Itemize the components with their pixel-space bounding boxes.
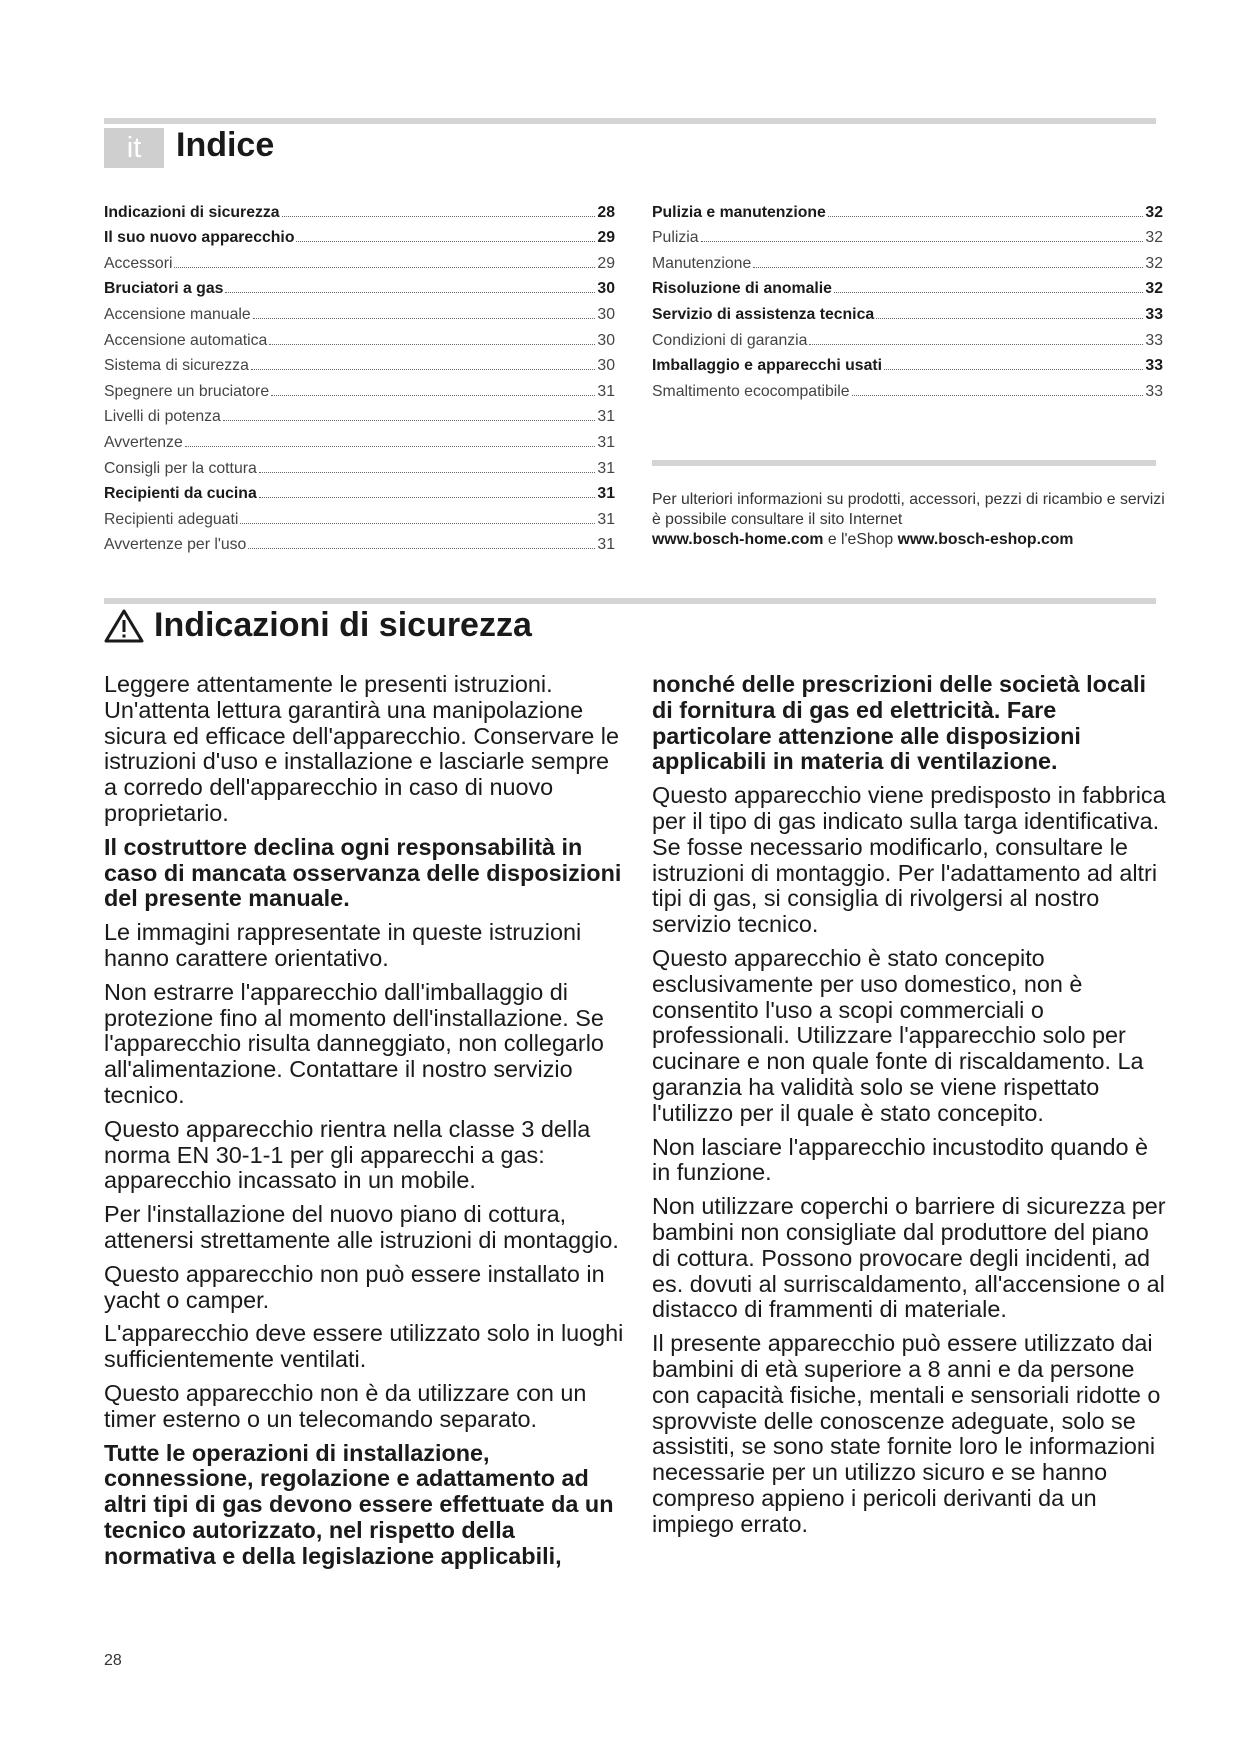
toc-leader-dots [253,318,596,319]
toc-entry[interactable] [104,196,615,222]
toc-leader-dots [251,369,596,370]
toc-leader-dots [225,292,595,293]
toc-leader-dots [809,344,1143,345]
toc-entry-label: Servizio di assistenza tecnica [652,305,875,323]
language-badge: it [104,128,164,168]
safety-paragraph: Il presente apparecchio può essere utilizzato dai bambini di età superiore a 8 anni e da persone con capacità fisiche, mentali e sensoriali ridotte o sprovviste delle conoscenze adeguate, solo se assistiti, se sono state fornite loro le informazioni necessarie per un utilizzo sicuro e se hanno compreso appieno i pericoli derivanti da un impiego errato. [652,1330,1161,1537]
section-heading [104,606,532,645]
toc-entry[interactable] [652,350,1163,376]
toc-entry[interactable] [104,298,615,324]
toc-leader-dots [271,395,595,396]
toc-entry[interactable] [652,273,1163,299]
safety-paragraph: nonché delle prescrizioni delle società locali di fornitura di gas ed elettricità. Fare particolare attenzione alle disposizioni applicabili in materia di ventilazione. [652,671,1146,775]
toc-entry[interactable] [104,401,615,427]
toc-leader-dots [269,344,595,345]
toc-entry-label: Avvertenze [104,433,183,451]
toc-entry-page: 31 [597,510,615,528]
toc-title: Indice [176,126,275,164]
toc-entry-page: 33 [1145,331,1163,349]
toc-entry-label: Indicazioni di sicurezza [104,203,280,221]
toc-leader-dots [884,369,1143,370]
toc-leader-dots [240,523,595,524]
toc-right-column [652,196,1163,401]
toc-entry[interactable] [104,273,615,299]
toc-entry-page: 30 [597,357,615,375]
toc-entry-page: 28 [597,203,615,221]
toc-entry-label: Sistema di sicurezza [104,357,249,375]
toc-entry-label: Avvertenze per l'uso [104,536,247,554]
toc-entry-page: 30 [597,331,615,349]
toc-leader-dots [753,267,1143,268]
toc-entry[interactable] [104,529,615,555]
toc-entry-page: 32 [1145,203,1163,221]
toc-leader-dots [828,216,1144,217]
toc-entry[interactable] [104,324,615,350]
info-text [652,490,1172,550]
toc-entry-page: 31 [597,459,615,477]
toc-entry-page: 32 [1145,254,1163,272]
toc-leader-dots [282,216,596,217]
toc-entry-label: Spegnere un bruciatore [104,382,270,400]
toc-entry[interactable] [652,375,1163,401]
toc-left-column [104,196,615,554]
toc-entry-page: 30 [597,280,615,298]
toc-entry-page: 31 [597,433,615,451]
safety-left-column [104,672,624,1578]
toc-entry-label: Pulizia [652,229,699,247]
toc-leader-dots [259,472,596,473]
toc-leader-dots [296,241,595,242]
toc-entry-label: Risoluzione di anomalie [652,280,832,298]
toc-leader-dots [185,446,596,447]
info-rule [652,460,1156,466]
toc-entry-label: Recipienti da cucina [104,485,257,503]
toc-entry-label: Manutenzione [652,254,752,272]
safety-paragraph: Non lasciare l'apparecchio incustodito quando è in funzione. [652,1133,1148,1186]
toc-entry-page: 31 [597,536,615,554]
safety-right-column [652,672,1172,1546]
toc-entry-label: Livelli di potenza [104,408,221,426]
safety-paragraph: Leggere attentamente le presenti istruzioni. Un'attenta lettura garantirà una manipolazione sicura ed efficace dell'apparecchio. Conservare le istruzioni d'uso e installazione e lasciarle sempre a corredo dell'apparecchio in caso di nuovo proprietario. [104,671,620,826]
section-rule [104,598,1156,604]
toc-entry-page: 32 [1145,280,1163,298]
toc-entry[interactable] [652,196,1163,222]
toc-entry-label: Accessori [104,254,173,272]
toc-entry-page: 31 [597,408,615,426]
toc-entry-label: Accensione automatica [104,331,268,349]
safety-paragraph: Questo apparecchio viene predisposto in fabbrica per il tipo di gas indicato sulla targa identificativa. Se fosse necessario modificarlo, consultare le istruzioni di montaggio. Per l'adattamento ad altri tipi di gas, si consiglia di rivolgersi al nostro servizio tecnico. [652,782,1166,938]
safety-paragraph: Le immagini rappresentate in queste istruzioni hanno carattere orientativo. [104,919,582,971]
safety-paragraph: Questo apparecchio non è da utilizzare con un timer esterno o un telecomando separato. [104,1379,587,1432]
safety-paragraph: Non utilizzare coperchi o barriere di sicurezza per bambini non consigliate dal produttore del piano di cottura. Possono provocare degli incidenti, ad es. dovuti al surriscaldamento, all'accensione o al distacco di frammenti di materiale. [652,1193,1166,1323]
toc-entry-label: Imballaggio e apparecchi usati [652,357,883,375]
toc-entry-label: Pulizia e manutenzione [652,203,826,221]
toc-entry-page: 31 [597,485,615,503]
toc-entry[interactable] [652,324,1163,350]
toc-entry[interactable] [652,247,1163,273]
page-number: 28 [104,1652,122,1669]
safety-paragraph: Il costruttore declina ogni responsabilità in caso di mancata osservanza delle disposizioni del presente manuale. [104,833,622,912]
toc-leader-dots [852,395,1144,396]
toc-leader-dots [223,420,596,421]
toc-entry[interactable] [104,503,615,529]
toc-leader-dots [174,267,595,268]
top-rule [104,118,1156,124]
toc-entry-label: Bruciatori a gas [104,280,224,298]
toc-entry-page: 31 [597,382,615,400]
toc-entry-page: 32 [1145,229,1163,247]
safety-paragraph: Questo apparecchio non può essere installato in yacht o camper. [104,1260,605,1313]
safety-paragraph: Questo apparecchio rientra nella classe 3 della norma EN 30-1-1 per gli apparecchi a gas: apparecchio incassato in un mobile. [104,1115,591,1194]
toc-leader-dots [248,548,595,549]
toc-entry[interactable] [104,426,615,452]
toc-entry-page: 29 [597,229,615,247]
safety-paragraph: Per l'installazione del nuovo piano di cottura, attenersi strettamente alle istruzioni di montaggio. [104,1201,619,1253]
safety-paragraph: Non estrarre l'apparecchio dall'imballaggio di protezione fino al momento dell'installazione. Se l'apparecchio risulta danneggiato, non collegarlo all'alimentazione. Contattare il nostro servizio tecnico. [104,978,604,1108]
warning-triangle-icon [104,609,144,643]
toc-entry-label: Accensione manuale [104,305,251,323]
toc-entry-page: 30 [597,305,615,323]
eshop-link[interactable]: www.bosch-eshop.com [897,531,1074,548]
safety-paragraph: L'apparecchio deve essere utilizzato solo in luoghi sufficientemente ventilati. [104,1320,624,1373]
toc-entry-page: 33 [1145,357,1163,375]
safety-paragraph: Tutte le operazioni di installazione, connessione, regolazione e adattamento ad altri tipi di gas devono essere effettuate da un tecnico autorizzato, nel rispetto della normativa e della legislazione applicabili, [104,1439,614,1569]
website-link[interactable]: www.bosch-home.com [652,531,824,548]
info-connector: e l'eShop [823,531,898,548]
toc-leader-dots [876,318,1143,319]
toc-entry-page: 33 [1145,305,1163,323]
toc-leader-dots [834,292,1143,293]
toc-entry-label: Recipienti adeguati [104,510,239,528]
toc-entry[interactable] [652,298,1163,324]
toc-entry[interactable] [104,478,615,504]
toc-entry-label: Condizioni di garanzia [652,331,808,349]
toc-entry-label: Consigli per la cottura [104,459,257,477]
toc-entry-page: 33 [1145,382,1163,400]
toc-leader-dots [259,497,596,498]
toc-entry[interactable] [104,350,615,376]
toc-entry[interactable] [652,222,1163,248]
toc-entry[interactable] [104,247,615,273]
section-title: Indicazioni di sicurezza [154,606,532,644]
toc-entry[interactable] [104,375,615,401]
toc-entry[interactable] [104,452,615,478]
toc-entry-label: Smaltimento ecocompatibile [652,382,850,400]
toc-entry-label: Il suo nuovo apparecchio [104,229,295,247]
toc-entry-page: 29 [597,254,615,272]
safety-paragraph: Questo apparecchio è stato concepito esclusivamente per uso domestico, non è consentito l'uso a scopi commerciali o professionali. Utilizzare l'apparecchio solo per cucinare e non quale fonte di riscaldamento. La garanzia ha validità solo se viene rispettato l'utilizzo per il quale è stato concepito. [652,944,1144,1126]
toc-entry[interactable] [104,222,615,248]
info-sentence: Per ulteriori informazioni su prodotti, accessori, pezzi di ricambio e servizi è possibile consultare il sito Internet [652,491,1165,528]
toc-leader-dots [701,241,1144,242]
